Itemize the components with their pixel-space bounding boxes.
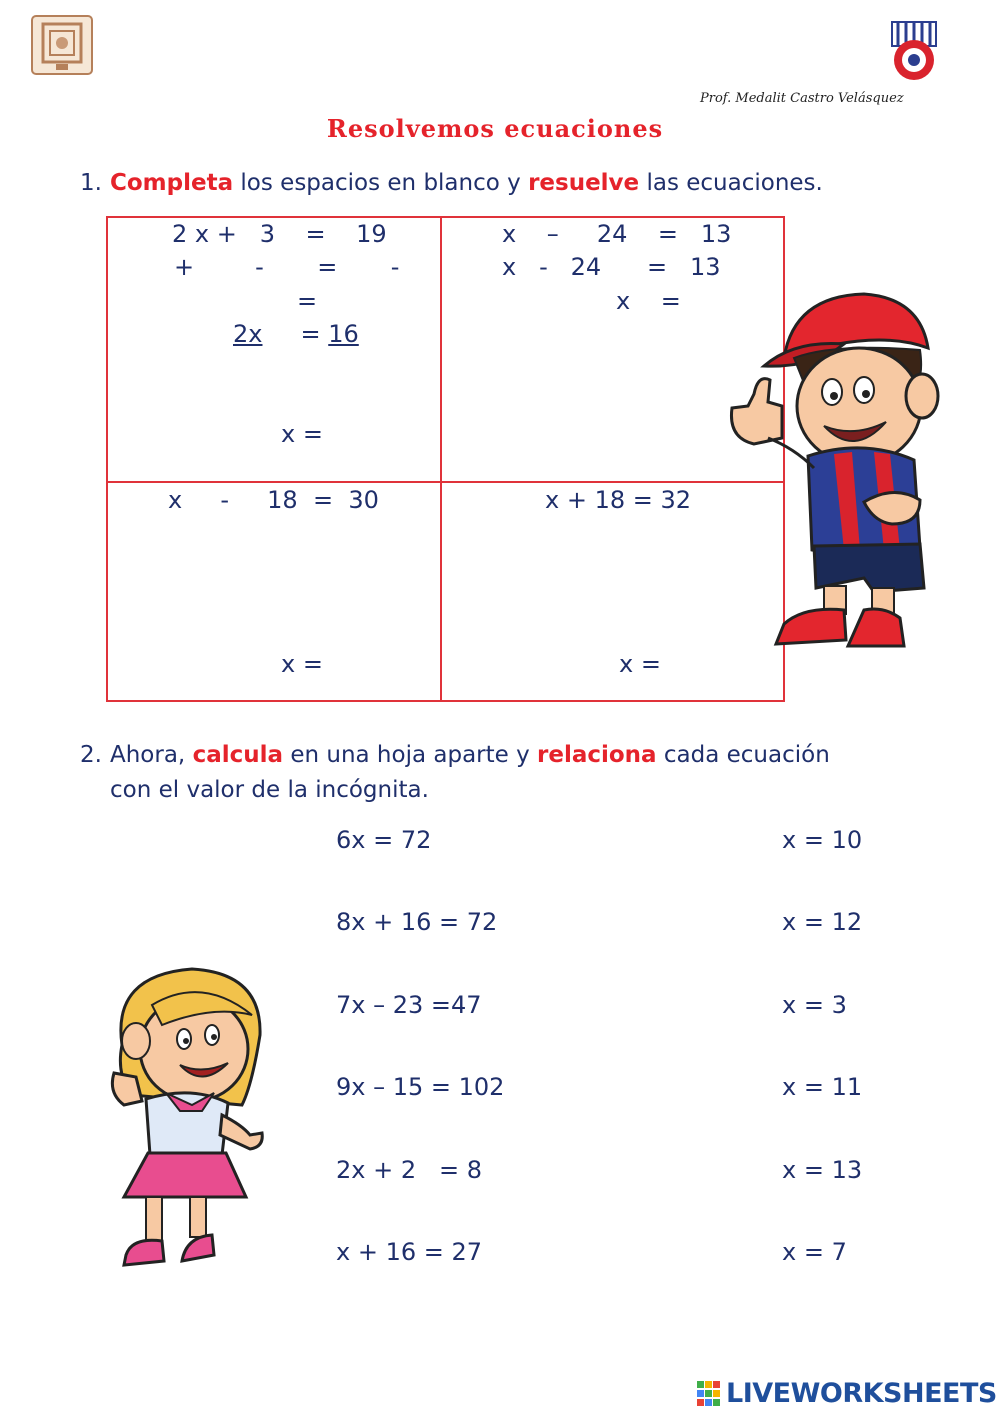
cell1-right-term: 16 (328, 320, 359, 348)
cell4-equation: x + 18 = 32 (545, 486, 692, 514)
match-value-4[interactable]: x = 11 (782, 1073, 863, 1101)
professor-name: Prof. Medalit Castro Velásquez (700, 91, 904, 106)
instruction-text-end: las ecuaciones. (639, 170, 823, 196)
cell1-answer-field[interactable]: x = (281, 420, 323, 448)
question-number: 1. (80, 170, 102, 196)
liveworksheets-logo-icon (697, 1381, 721, 1407)
question-2-instruction-line2: con el valor de la incógnita. (110, 777, 429, 803)
match-value-2[interactable]: x = 12 (782, 908, 863, 936)
question-number: 2. (80, 742, 102, 768)
instruction-verb-calcula: calcula (192, 742, 284, 768)
match-equation-5[interactable]: 2x + 2 = 8 (336, 1156, 483, 1184)
cell1-blank-line3[interactable]: = (297, 287, 318, 315)
question-1-instruction (80, 170, 823, 196)
instruction-text: en una hoja aparte y (283, 742, 538, 768)
match-value-5[interactable]: x = 13 (782, 1156, 863, 1184)
match-value-1[interactable]: x = 10 (782, 826, 863, 854)
match-value-3[interactable]: x = 3 (782, 991, 847, 1019)
grid-divider-vertical (440, 216, 442, 702)
cell1-blank-line2[interactable]: + - = - (174, 253, 400, 281)
club-emblem-icon (888, 16, 940, 84)
instruction-verb-completa: Completa (110, 170, 234, 196)
page-title: Resolvemos ecuaciones (326, 114, 664, 143)
question-2-instruction (80, 742, 830, 768)
match-value-6[interactable]: x = 7 (782, 1238, 847, 1266)
instruction-verb-relaciona: relaciona (537, 742, 657, 768)
match-equation-1[interactable]: 6x = 72 (336, 826, 432, 854)
cell1-equals: = (300, 320, 329, 348)
girl-pointing-illustration (102, 965, 267, 1275)
instruction-verb-resuelve: resuelve (528, 170, 640, 196)
match-equation-6[interactable]: x + 16 = 27 (336, 1238, 483, 1266)
match-equation-2[interactable]: 8x + 16 = 72 (336, 908, 498, 936)
grid-divider-horizontal (106, 481, 785, 483)
boy-thumbs-up-illustration (724, 288, 944, 660)
cell2-equation-line2[interactable]: x - 24 = 13 (502, 253, 721, 281)
school-crest-icon (28, 14, 96, 76)
cell3-answer-field[interactable]: x = (281, 650, 323, 678)
cell2-answer-field[interactable]: x = (616, 287, 681, 315)
liveworksheets-watermark: LIVEWORKSHEETS (726, 1378, 997, 1409)
match-equation-3[interactable]: 7x – 23 =47 (336, 991, 482, 1019)
cell3-equation: x - 18 = 30 (168, 486, 379, 514)
instruction-text: los espacios en blanco y (233, 170, 529, 196)
instruction-text-end: cada ecuación (656, 742, 830, 768)
cell1-equation-line1: 2 x + 3 = 19 (172, 220, 387, 248)
instruction-text-pre: Ahora, (110, 742, 193, 768)
match-equation-4[interactable]: 9x – 15 = 102 (336, 1073, 505, 1101)
cell2-equation-line1: x – 24 = 13 (502, 220, 732, 248)
cell1-simplified-equation (233, 320, 359, 348)
cell1-left-term: 2x (233, 320, 263, 348)
equation-grid (106, 216, 785, 702)
cell4-answer-field[interactable]: x = (619, 650, 661, 678)
